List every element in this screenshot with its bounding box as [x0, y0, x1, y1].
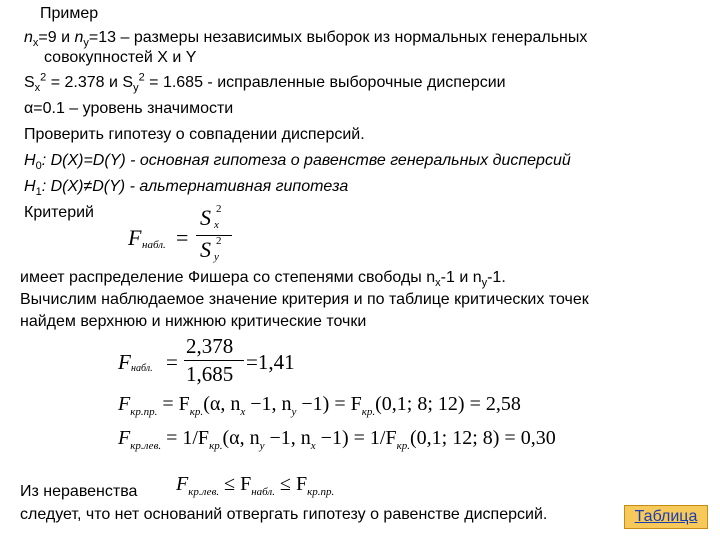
upper-critical-formula: $F_{кр.пр.} = F_{кр.}(\alpha$, $n_x -1$, $n_y -1) = F_{кр.}(0,1$; 8; 12) = 2,58	[118, 393, 521, 418]
criterion-label: Критерий	[24, 204, 94, 221]
find-line: найдем верхнюю и нижнюю критические точки	[20, 313, 367, 330]
alt-hypothesis-line: $H_1$: D(X)≠D(Y) - альтернативная гипотеза	[24, 178, 349, 199]
task-line: Проверить гипотезу о совпадении дисперсий.	[24, 126, 365, 143]
distribution-line: имеет распределение Фишера со степенями свободы $n_x-1$ и $n_y-1$.	[20, 269, 506, 290]
inequality-formula: $F_{кр.лев.} \le F_{набл.} \le F_{кр.пр.}$	[176, 473, 335, 498]
fraction-bar	[196, 235, 232, 236]
fraction-bar	[184, 360, 244, 361]
lower-critical-formula: $F_{кр.лев.} = 1/F_{кр.}(\alpha$, $n_y -1$, $n_x -1) = 1/F_{кр.}(0,1$; 12; 8) = 0,30	[118, 427, 556, 452]
page-title: Пример	[40, 5, 99, 22]
criterion-formula: F набл. = S x 2 S y 2	[128, 205, 238, 267]
sample-sizes-line: $n_x=9$ и $n_y=13$ – размеры независимых выборок из нормальных генеральных	[24, 29, 588, 50]
observed-formula: F набл. = 2,378 1,685 =1,41	[118, 334, 295, 386]
significance-line: α=0.1 – уровень значимости	[24, 100, 234, 117]
sample-sizes-line-cont: совокупностей X и Y	[44, 49, 197, 66]
variances-line: $S_x^2 = 2.378$ и $S_y^2 = 1.685$ - исправленные выборочные дисперсии	[24, 71, 506, 95]
inequality-label: Из неравенства	[20, 483, 138, 500]
conclusion-line: следует, что нет оснований отвергать гипотезу о равенстве дисперсий.	[20, 506, 548, 523]
compute-line: Вычислим наблюдаемое значение критерия и по таблице критических точек	[20, 291, 589, 308]
null-hypothesis-line: $H_0$: D(X)=D(Y) - основная гипотеза о равенстве генеральных дисперсий	[24, 152, 571, 173]
table-link-button[interactable]: Таблица	[624, 505, 708, 529]
